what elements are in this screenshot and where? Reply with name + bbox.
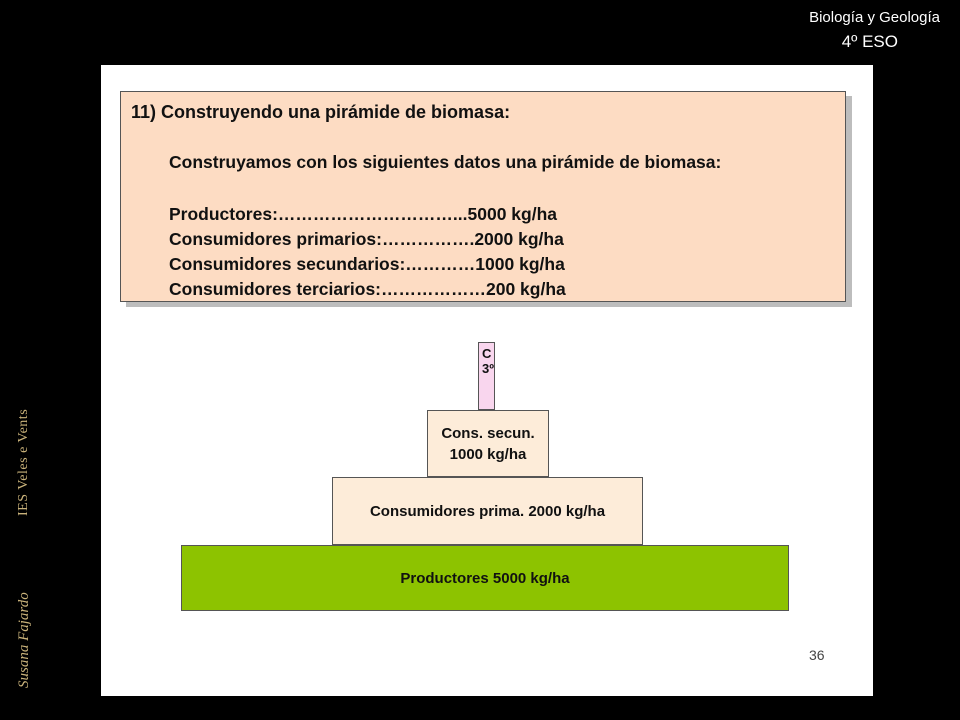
tertiary-label-2: 3º <box>482 361 494 376</box>
exercise-instruction: Construyamos con los siguientes datos una pirámide de biomasa: <box>169 152 722 172</box>
secondary-value: 1000 kg/ha <box>449 445 527 463</box>
exercise-box <box>120 91 846 302</box>
primary-label: Consumidores prima. 2000 kg/ha <box>369 502 606 520</box>
course-level: 4º ESO <box>841 32 898 51</box>
pyramid-producers-level <box>181 545 789 611</box>
secondary-label: Cons. secun. <box>441 424 535 442</box>
slide <box>101 65 873 696</box>
exercise-title: 11) Construyendo una pirámide de biomasa: <box>131 102 511 122</box>
tertiary-label-1: C <box>482 346 492 361</box>
course-subject: Biología y Geología <box>809 9 940 26</box>
pyramid-tertiary-level <box>478 342 495 410</box>
data-line-producers: Productores:…………………………...5000 kg/ha <box>169 204 557 224</box>
page-number: 36 <box>809 647 825 663</box>
author-name: Susana Fajardo <box>16 592 32 688</box>
pyramid-secondary-level <box>427 410 549 477</box>
data-line-secondary: Consumidores secundarios:…………1000 kg/ha <box>169 254 565 274</box>
school-name: IES Veles e Vents <box>16 408 31 516</box>
data-line-tertiary: Consumidores terciarios:………………200 kg/ha <box>169 279 566 299</box>
producers-label: Productores 5000 kg/ha <box>400 569 570 587</box>
data-line-primary: Consumidores primarios:…………….2000 kg/ha <box>169 229 564 249</box>
pyramid-primary-level <box>332 477 643 545</box>
